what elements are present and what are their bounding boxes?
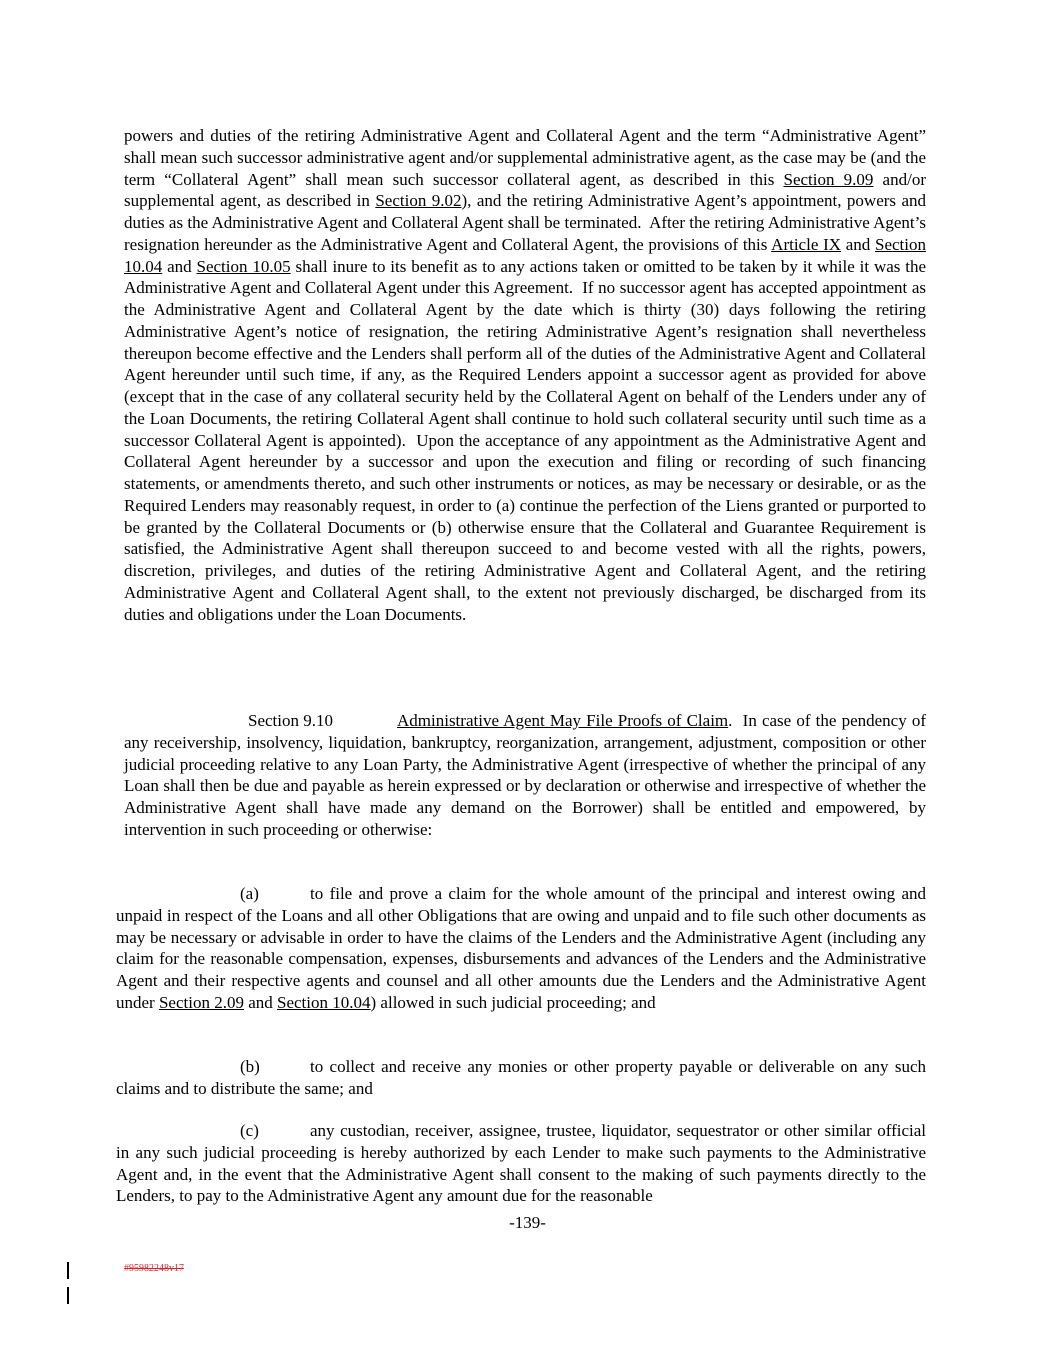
text-run: and/or supplemental agent, as described in <box>124 169 926 211</box>
clause-c <box>116 1120 926 1207</box>
text-run: and <box>243 992 278 1012</box>
cross-reference-section-9-09: Section 9.09 <box>783 169 874 189</box>
text-run: and <box>841 234 876 254</box>
clause-letter: (a) <box>240 884 259 903</box>
cross-reference-section-2-09: Section 2.09 <box>158 992 244 1012</box>
text-run: shall inure to its benefit as to any actions taken or omitted to be taken by it while it was the Administrative Agent and Collateral Agent under this Agreement. If no successor agent has accepted appointment as the Administrative Agent and Collateral Agent by the date which is thirty (30) days following the retiring Administrative Agent’s notice of resignation, the retiring Administrative Agent’s resignation shall nevertheless thereupon become effective and the Lenders shall perform all of the duties of the Administrative Agent and Collateral Agent hereunder until such time, if any, as the Required Lenders appoint a successor agent as provided for above (except that in the case of any collateral security held by the Collateral Agent on behalf of the Lenders under any of the Loan Documents, the retiring Collateral Agent shall continue to hold such collateral security until such time as a successor Collateral Agent is appointed). Upon the acceptance of any appointment as the Administrative Agent and Collateral Agent hereunder by a successor and upon the execution and filing or recording of such financing statements, or amendments thereto, and such other instruments or notices, as may be necessary or desirable, or as the Required Lenders may reasonably request, in order to (a) continue the perfection of the Liens granted or purported to be granted by the Collateral Documents or (b) otherwise ensure that the Collateral and Guarantee Requirement is satisfied, the Administrative Agent shall thereupon succeed to and become vested with all the rights, powers, discretion, privileges, and duties of the retiring Administrative Agent and Collateral Agent, and the retiring Administrative Agent and Collateral Agent shall, to the extent not previously discharged, be discharged from its duties and obligations under the Loan Documents. <box>124 256 927 624</box>
clause-letter: (c) <box>240 1121 259 1140</box>
text-run: ) allowed in such judicial proceeding; and <box>370 992 656 1012</box>
section-heading: Administrative Agent May File Proofs of Claim <box>397 711 729 730</box>
clause-b <box>116 1056 926 1100</box>
document-id: #95982248v17 <box>124 1263 184 1274</box>
cross-reference-section-10-04: Section 10.04 <box>277 992 371 1012</box>
revision-change-bar <box>67 1287 69 1304</box>
page-number: -139- <box>509 1213 546 1232</box>
paragraph-successor-agent <box>124 125 926 625</box>
cross-reference-section-9-02: Section 9.02 <box>375 191 462 211</box>
text-run: . In case of the pendency of any receivership, insolvency, liquidation, bankruptcy, reorganization, arrangement, adjustment, composition or other judicial proceeding relative to any Loan Party, the Administrative Agent (irrespective of whether the principal of any Loan shall then be due and payable as herein expressed or by declaration or otherwise and irrespective of whether the Administrative Agent shall have made any demand on the Borrower) shall be entitled and empowered, by intervention in such proceeding or otherwise: <box>124 711 926 839</box>
text-run: any custodian, receiver, assignee, trustee, liquidator, sequestrator or other similar official in any such judicial proceeding is hereby authorized by each Lender to make such payments to the Administrative Agent and, in the event that the Administrative Agent shall consent to the making of such payments directly to the Lenders, to pay to the Administrative Agent any amount due for the reasonable <box>116 1121 926 1206</box>
cross-reference-article-ix: Article IX <box>771 234 842 254</box>
revision-change-bar <box>67 1262 69 1279</box>
clause-a <box>116 883 926 1014</box>
text-run: and <box>162 256 197 276</box>
section-number: Section 9.10 <box>248 711 333 730</box>
text-run: to collect and receive any monies or other property payable or deliverable on any such claims and to distribute the same; and <box>116 1057 926 1098</box>
cross-reference-section-10-05: Section 10.05 <box>196 256 291 276</box>
clause-letter: (b) <box>240 1057 260 1076</box>
text-run: powers and duties of the retiring Administrative Agent and Collateral Agent and the term “Administrative Agent” shall mean such successor administrative agent and/or supplemental administrative agent, as the case may be (and the term “Collateral Agent” shall mean such successor collateral agent, as described in this <box>124 126 926 189</box>
text-run: to file and prove a claim for the whole amount of the principal and interest owing and unpaid in respect of the Loans and all other Obligations that are owing and unpaid and to file such other documents as may be necessary or advisable in order to have the claims of the Lenders and the Administrative Agent (including any claim for the reasonable compensation, expenses, disbursements and advances of the Lenders and the Administrative Agent and their respective agents and counsel and all other amounts due the Lenders and the Administrative Agent under <box>116 884 926 1012</box>
paragraph-section-9-10 <box>124 710 926 841</box>
text-run: ), and the retiring Administrative Agent’s appointment, powers and duties as the Administrative Agent and Collateral Agent shall be terminated. After the retiring Administrative Agent’s resignation hereunder as the Administrative Agent and Collateral Agent, the provisions of this <box>124 191 926 254</box>
cross-reference-section-10-04: Section 10.04 <box>124 234 927 276</box>
